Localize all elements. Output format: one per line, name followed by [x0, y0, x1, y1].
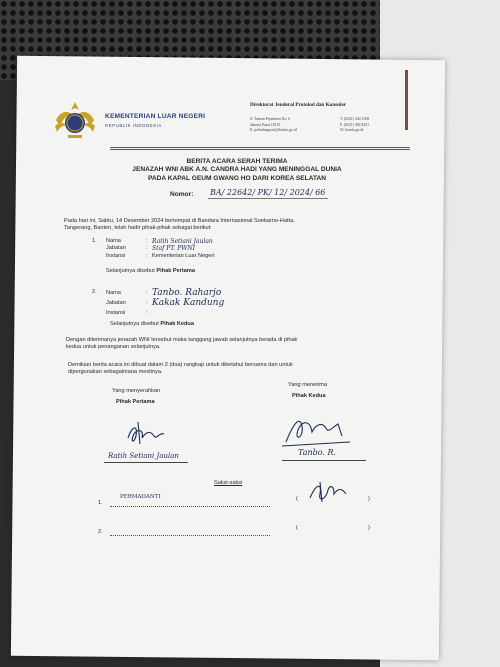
field-value-handwritten: Staf PT. PWNI: [152, 245, 196, 253]
field-label: Jabatan: [106, 299, 126, 306]
witness1-number: 1.: [98, 500, 103, 506]
header-divider: [110, 147, 410, 148]
designation-prefix: Selanjutnya disebut: [106, 268, 157, 274]
party1-fields: [106, 238, 366, 260]
ministry-emblem-icon: [52, 98, 98, 144]
designation-name: Pihak Pertama: [156, 268, 195, 274]
phone-block: [340, 117, 369, 134]
right-signatory-role: Yang menerima: [288, 382, 328, 388]
phone-line: T. (0221) 344 1508: [340, 117, 370, 121]
title-line: JENAZAH WNI ABK A.N. CANDRA HADI YANG MENINGGAL DUNIA: [132, 166, 342, 174]
left-signature-icon: [120, 418, 180, 450]
header-divider: [110, 149, 410, 150]
field-label: Jabatan: [106, 245, 126, 252]
intro-line: Pada hari ini, Sabtu, 14 Desember 2024 bertempat di Bandara Internasional Soekarno-Hatta,: [64, 218, 295, 224]
title-line: BERITA ACARA SERAH TERIMA: [186, 158, 288, 165]
nomor-label: Nomor:: [170, 191, 194, 198]
paragraph-line: kedua untuk penanganan selanjutnya.: [66, 344, 161, 351]
fax-line: F. (0221) 384 8431: [340, 122, 370, 127]
witness2-paren-close: ): [368, 525, 370, 531]
party2-designation: [110, 321, 194, 328]
folder-edge: [405, 70, 408, 130]
witness1-paren-open: (: [296, 496, 298, 502]
left-signatory-role: Yang menyerahkan: [112, 388, 161, 394]
left-signatory-party: Pihak Pertama: [116, 399, 155, 405]
left-signatory-name: Ratih Setiani Jaulan: [108, 452, 179, 460]
witness1-name-line: [110, 506, 270, 507]
field-label: Nama: [106, 238, 121, 244]
field-row: Instansi : Kementerian Luar Negeri: [106, 252, 215, 259]
nomor-value: BA/ 22642/ PK/ 12/ 2024/ 66: [210, 188, 326, 197]
designation-prefix: Selanjutnya disebut: [110, 321, 161, 327]
right-signature-line: [282, 460, 366, 461]
field-value-handwritten: Kakak Kandung: [152, 297, 225, 308]
ministry-subtitle: REPUBLIK INDONESIA: [105, 123, 162, 128]
party1-number: 1.: [92, 238, 97, 244]
field-value-handwritten: Ratih Setiani Jaulan: [152, 238, 213, 245]
email-line: E. pelindungwni@kemlu.go.id: [250, 128, 297, 132]
field-row: Jabatan : Kakak Kandung: [106, 297, 225, 308]
field-label: Instansi: [106, 309, 126, 316]
witness1-signature-icon: [306, 478, 356, 506]
paragraph-line: dipergunakan sebagaimana mestinya.: [68, 369, 163, 376]
witness1-paren-close: ): [368, 496, 370, 502]
right-signatory-name: Tanbo. R.: [298, 448, 337, 457]
field-value-handwritten: Tanbo. Raharjo: [152, 287, 222, 298]
field-row: Nama : Tanbo. Raharjo: [106, 287, 222, 298]
paragraph-line: Dengan diterimanya jenazah WNI tersebut maka tanggung jawab selanjutnya berada di pihak: [66, 337, 298, 343]
intro-line: Tangerang, Banten, telah hadir pihak-pihak sebagai berikut:: [64, 225, 212, 232]
handover-paragraph: [66, 337, 297, 352]
field-value: Kementerian Luar Negeri: [152, 252, 215, 259]
designation-name: Pihak Kedua: [160, 321, 194, 327]
right-signatory-party: Pihak Kedua: [292, 393, 326, 399]
field-row: Nama : Ratih Setiani Jaulan: [106, 238, 213, 245]
title-line: PADA KAPAL GEUM GWANG HO DARI KOREA SELATAN: [147, 174, 327, 182]
field-label: Nama: [106, 289, 121, 296]
witness2-paren-open: (: [296, 525, 298, 531]
witness1-name: PERMADANTI: [120, 494, 161, 500]
field-label: Instansi: [106, 252, 126, 259]
witnesses-heading: Saksi-saksi: [214, 480, 243, 486]
address-line: Jakarta Pusat 10110: [250, 122, 281, 127]
party1-designation: [106, 268, 195, 275]
intro-paragraph: [64, 218, 295, 233]
nomor-underline: [208, 198, 328, 199]
directorate-name: Direktorat Jenderal Protokol dan Konsuler: [250, 102, 347, 108]
left-signature-line: [104, 462, 188, 463]
party2-number: 2.: [92, 289, 97, 295]
address-line: Jl. Taman Pejambon No. 6: [250, 117, 291, 121]
paragraph-line: Demikian berita acara ini dibuat dalam 2 (dua) rangkap untuk diketahui bersama dan untuk: [68, 362, 293, 368]
right-signature-icon: [280, 412, 360, 452]
witness2-number: 2.: [98, 529, 103, 535]
field-row: Instansi :: [106, 309, 148, 316]
closing-paragraph: [68, 362, 293, 377]
document-title: [22, 158, 452, 183]
address-block: [250, 117, 297, 134]
field-row: Jabatan : Staf PT. PWNI: [106, 245, 196, 253]
website-line: W. kemlu.go.id: [340, 128, 364, 132]
ministry-name: KEMENTERIAN LUAR NEGERI: [105, 113, 206, 120]
witness2-name-line: [110, 535, 270, 536]
party2-fields: [106, 287, 366, 317]
